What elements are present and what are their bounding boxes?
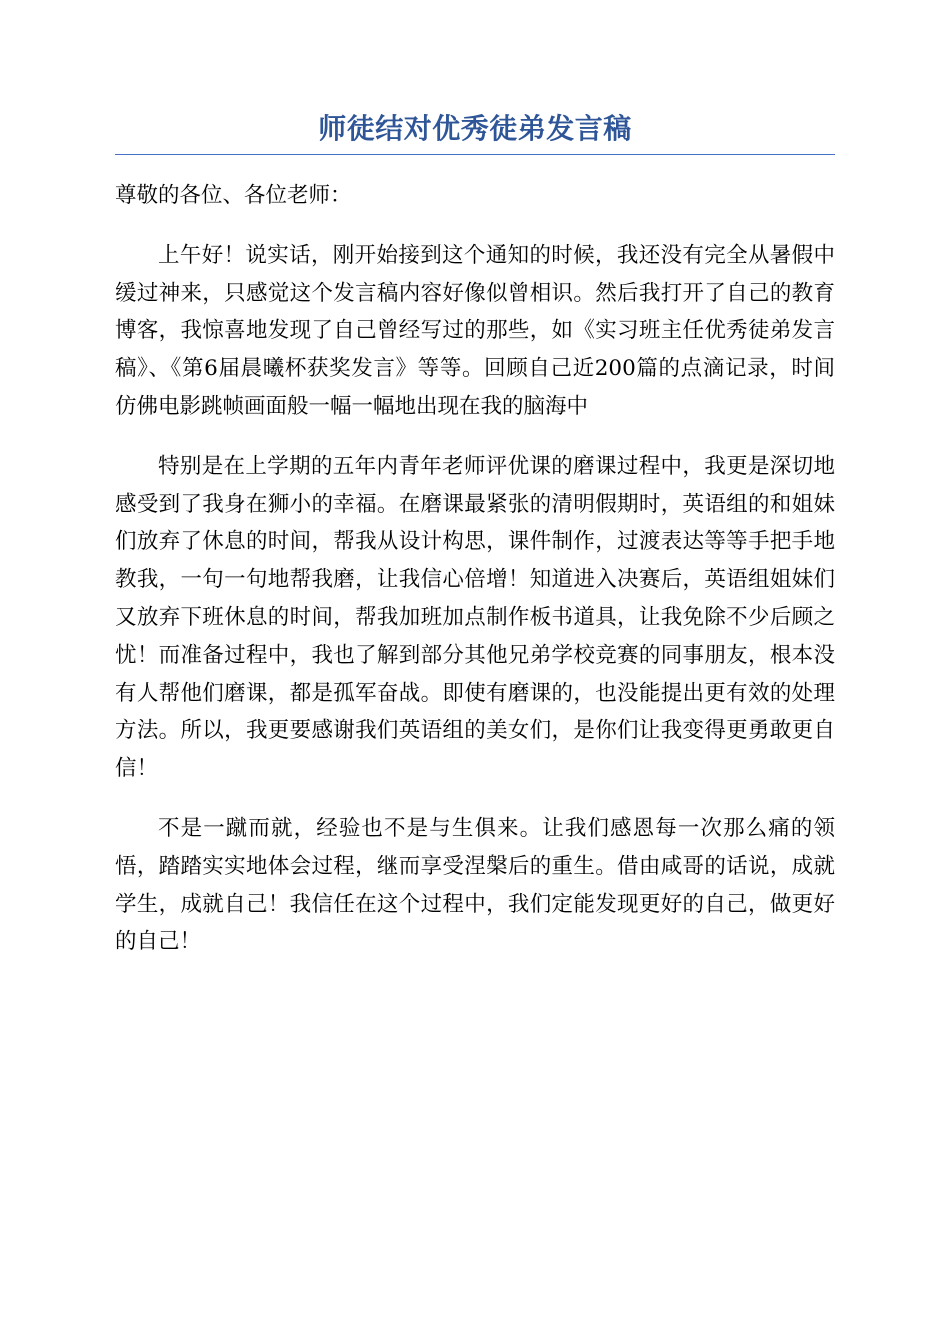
document-page (115, 108, 835, 983)
paragraph-3: 不是一蹴而就，经验也不是与生俱来。让我们感恩每一次那么痛的领悟，踏踏实实地体会过程，继而享受涅槃后的重生。借由咸哥的话说，成就学生，成就自己！我信任在这个过程中，我们定能发现更好的自己，做更好的自己！ (115, 815, 835, 955)
paragraph-2: 特别是在上学期的五年内青年老师评优课的磨课过程中，我更是深切地感受到了我身在狮小的幸福。在磨课最紧张的清明假期时，英语组的和姐妹们放弃了休息的时间，帮我从设计构思，课件制作，过渡表达等等手把手地教我，一句一句地帮我磨，让我信心倍增！知道进入决赛后，英语组姐妹们又放弃下班休息的时间，帮我加班加点制作板书道具，让我免除不少后顾之忧！而准备过程中，我也了解到部分其他兄弟学校竞赛的同事朋友，根本没有人帮他们磨课，都是孤军奋战。即使有磨课的，也没能提出更有效的处理方法。所以，我更要感谢我们英语组的美女们，是你们让我变得更勇敢更自信！ (115, 453, 835, 782)
paragraph-1: 上午好！说实话，刚开始接到这个通知的时候，我还没有完全从暑假中缓过神来，只感觉这个发言稿内容好像似曾相识。然后我打开了自己的教育博客，我惊喜地发现了自己曾经写过的那些，如《实习班主任优秀徒弟发言稿》、《第6届晨曦杯获奖发言》等等。回顾自己近200篇的点滴记录，时间仿佛电影跳帧画面般一幅一幅地出现在我的脑海中 (115, 242, 835, 419)
document-title: 师徒结对优秀徒弟发言稿 (115, 108, 835, 155)
document-body (115, 177, 835, 961)
salutation: 尊敬的各位、各位老师： (115, 183, 352, 208)
